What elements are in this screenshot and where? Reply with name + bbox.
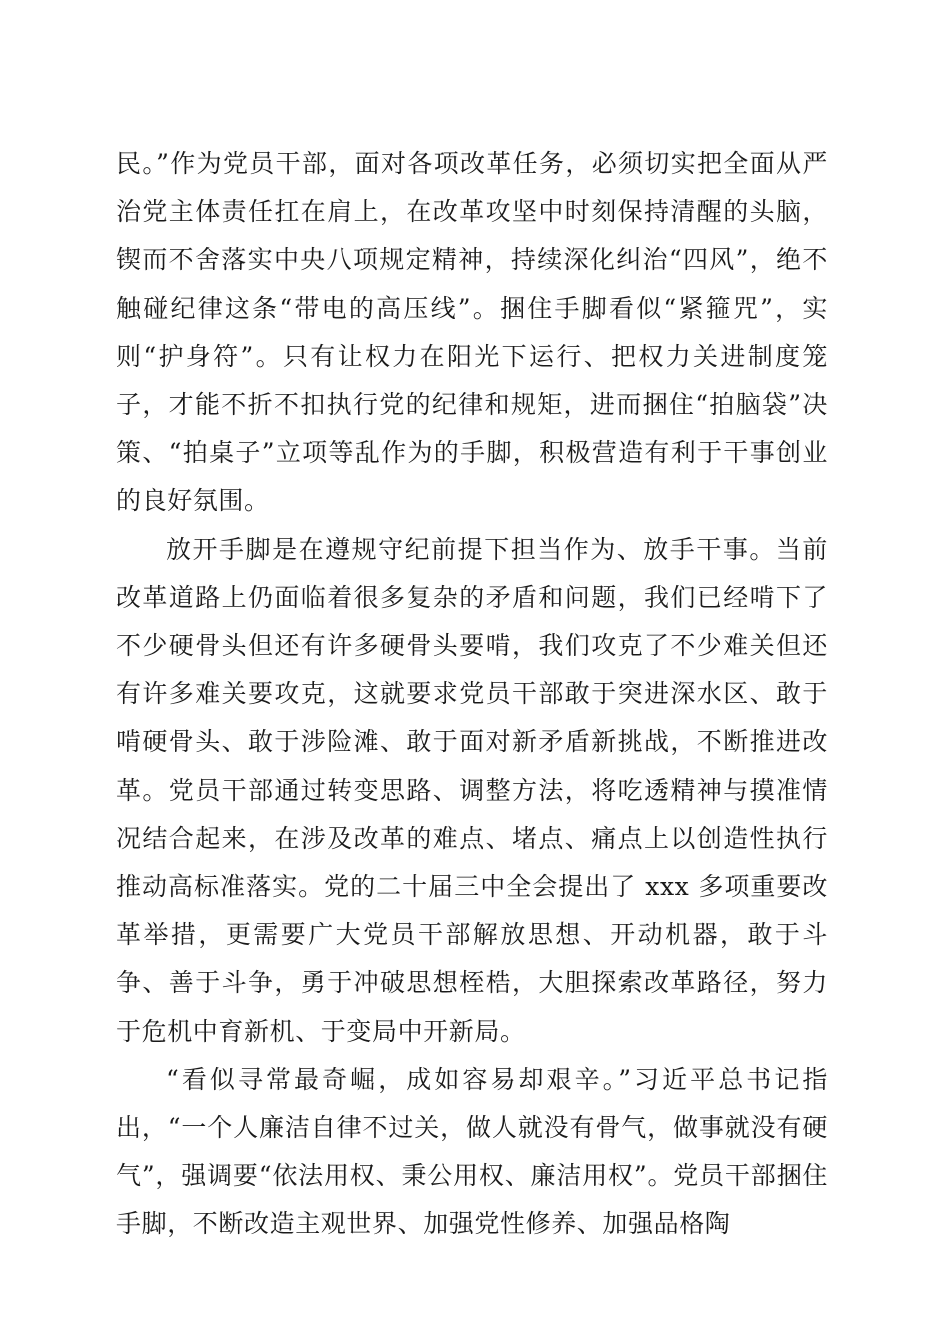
paragraph-quote: “看似寻常最奇崛，成如容易却艰辛。”习近平总书记指出，“一个人廉洁自律不过关，做人就没有骨气，做事就没有硬气”，强调要“依法用权、秉公用权、廉洁用权”。党员干部捆住手脚，不断改造主观世界、加强党性修养、加强品格陶 bbox=[116, 1064, 828, 1239]
document-body bbox=[116, 140, 828, 1249]
paragraph-let-go: 放开手脚是在遵规守纪前提下担当作为、放手干事。当前改革道路上仍面临着很多复杂的矛盾和问题，我们已经啃下了不少硬骨头但还有许多硬骨头要啃，我们攻克了不少难关但还有许多难关要攻克，这就要求党员干部敢于突进深水区、敢于啃硬骨头、敢于涉险滩、敢于面对新矛盾新挑战，不断推进改革。党员干部通过转变思路、调整方法，将吃透精神与摸准情况结合起来，在涉及改革的难点、堵点、痛点上以创造性执行推动高标准落实。党的二十届三中全会提出了 xxx 多项重要改革举措，更需要广大党员干部解放思想、开动机器，敢于斗争、善于斗争，勇于冲破思想桎梏，大胆探索改革路径，努力于危机中育新机、于变局中开新局。 bbox=[116, 534, 828, 1046]
paragraph-continued: 民。”作为党员干部，面对各项改革任务，必须切实把全面从严治党主体责任扛在肩上，在改革攻坚中时刻保持清醒的头脑，锲而不舍落实中央八项规定精神，持续深化纠治“四风”，绝不触碰纪律这条“带电的高压线”。捆住手脚看似“紧箍咒”，实则“护身符”。只有让权力在阳光下运行、把权力关进制度笼子，才能不折不扣执行党的纪律和规矩，进而捆住“拍脑袋”决策、“拍桌子”立项等乱作为的手脚，积极营造有利于干事创业的良好氛围。 bbox=[116, 149, 828, 516]
